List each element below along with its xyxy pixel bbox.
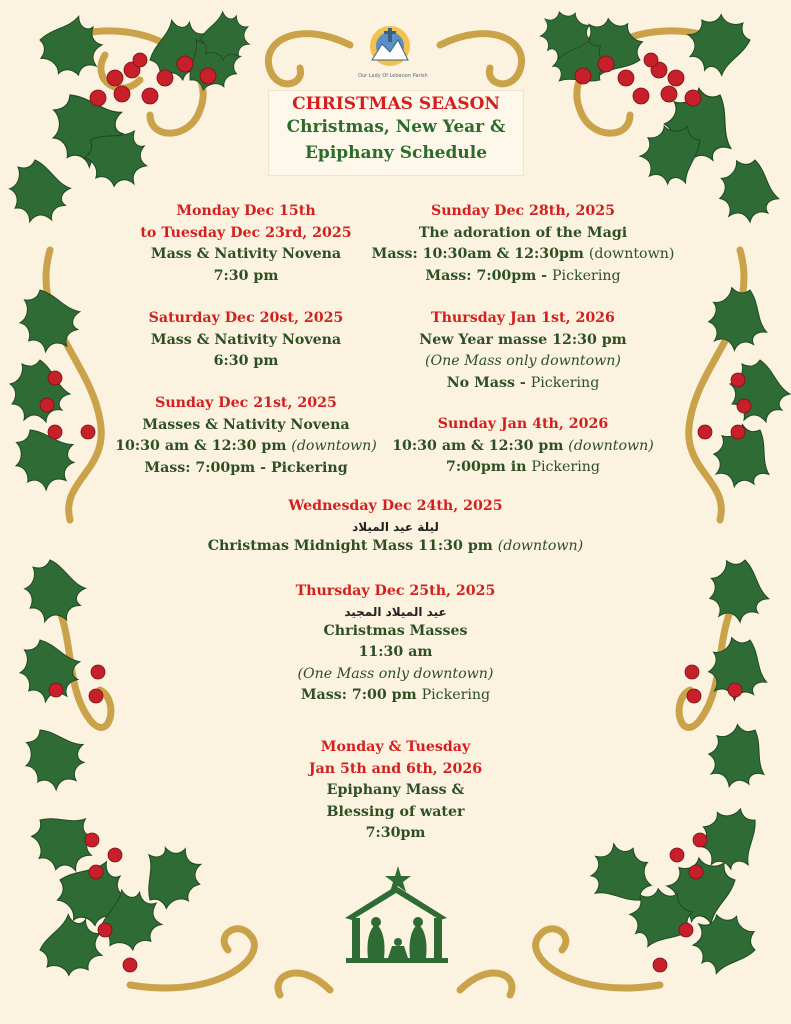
event-arabic-title: ليلة عيد الميلاد bbox=[352, 519, 439, 534]
event-date: Thursday Dec 25th, 2025 bbox=[295, 583, 496, 599]
event-time: 11:30 am bbox=[358, 644, 433, 660]
mass-note: (downtown) bbox=[588, 246, 675, 262]
event-description: Mass & Nativity Novena bbox=[150, 246, 342, 262]
desc-text: Christmas Midnight Mass 11:30 pm bbox=[207, 537, 493, 554]
event-time: 7:30 pm bbox=[213, 267, 279, 284]
event-jan4 bbox=[368, 414, 678, 479]
event-date: Monday & Tuesday bbox=[320, 739, 471, 755]
schedule-header bbox=[268, 90, 524, 176]
event-description: Masses & Nativity Novena bbox=[142, 416, 350, 433]
event-novena-dec15-23 bbox=[108, 201, 384, 287]
event-date: Wednesday Dec 24th, 2025 bbox=[288, 498, 503, 514]
event-description: Mass & Nativity Novena bbox=[150, 331, 342, 348]
event-time: 6:30 pm bbox=[213, 353, 279, 369]
time-text: 10:30 am & 12:30 pm bbox=[115, 438, 287, 454]
event-note: (One Mass only downtown) bbox=[425, 353, 621, 369]
parish-logo-icon bbox=[364, 22, 416, 68]
event-mass bbox=[368, 244, 678, 266]
mass-time: Mass: 10:30am & 12:30pm bbox=[371, 246, 584, 262]
event-description: New Year masse 12:30 pm bbox=[419, 331, 627, 348]
event-date: Thursday Jan 1st, 2026 bbox=[431, 310, 615, 326]
event-novena-dec21 bbox=[108, 393, 384, 479]
event-date: Jan 5th and 6th, 2026 bbox=[308, 760, 483, 777]
event-christmas-day bbox=[150, 581, 641, 707]
time-note: (downtown) bbox=[291, 438, 377, 454]
event-time bbox=[368, 436, 678, 458]
event-arabic-title: عيد الميلاد المجيد bbox=[344, 604, 447, 619]
logo-caption: Our Lady Of Lebanon Parish bbox=[358, 73, 428, 79]
mass-time: Mass: 7:00pm - bbox=[425, 267, 553, 284]
event-date: Sunday Dec 21st, 2025 bbox=[155, 395, 337, 411]
event-description: The adoration of the Magi bbox=[418, 224, 628, 241]
event-date: Saturday Dec 20st, 2025 bbox=[148, 310, 344, 326]
event-description: Christmas Masses bbox=[323, 622, 468, 639]
event-christmas-eve bbox=[150, 496, 641, 557]
event-mass: Mass: 7:00pm - Pickering bbox=[144, 459, 348, 476]
subtitle-line-1: Christmas, New Year & bbox=[286, 117, 506, 137]
event-mass bbox=[150, 685, 641, 707]
event-mass bbox=[368, 266, 678, 288]
mass-text: 7:00pm in bbox=[446, 459, 532, 475]
time-text: 10:30 am & 12:30 pm bbox=[392, 437, 564, 454]
event-newyear-jan1 bbox=[368, 308, 678, 394]
parish-logo bbox=[358, 22, 428, 84]
event-time bbox=[108, 436, 384, 458]
event-time: 7:30pm bbox=[365, 825, 426, 841]
event-magi-dec28 bbox=[368, 201, 678, 287]
mass-place: Pickering bbox=[421, 687, 491, 703]
event-date: to Tuesday Dec 23rd, 2025 bbox=[140, 224, 352, 241]
subtitle-line-2: Epiphany Schedule bbox=[304, 143, 488, 163]
event-mass bbox=[368, 373, 678, 395]
mass-place: Pickering bbox=[552, 267, 621, 284]
event-description: Blessing of water bbox=[326, 803, 465, 820]
mass-text: Mass: 7:00 pm bbox=[300, 687, 417, 703]
event-description: Epiphany Mass & bbox=[326, 782, 465, 798]
event-date: Sunday Dec 28th, 2025 bbox=[430, 203, 616, 219]
event-mass bbox=[368, 457, 678, 479]
desc-note: (downtown) bbox=[497, 537, 584, 554]
event-description bbox=[150, 536, 641, 558]
event-epiphany bbox=[150, 737, 641, 845]
event-note: (One Mass only downtown) bbox=[297, 665, 494, 682]
mass-place: Pickering bbox=[530, 374, 600, 391]
event-date: Monday Dec 15th bbox=[176, 203, 316, 219]
nativity-icon bbox=[345, 866, 448, 963]
page-title: CHRISTMAS SEASON bbox=[292, 94, 500, 114]
mass-text: No Mass - bbox=[446, 374, 531, 391]
event-date: Sunday Jan 4th, 2026 bbox=[437, 416, 609, 432]
time-note: (downtown) bbox=[568, 437, 654, 454]
mass-place: Pickering bbox=[531, 459, 600, 475]
event-novena-dec20 bbox=[108, 308, 384, 373]
